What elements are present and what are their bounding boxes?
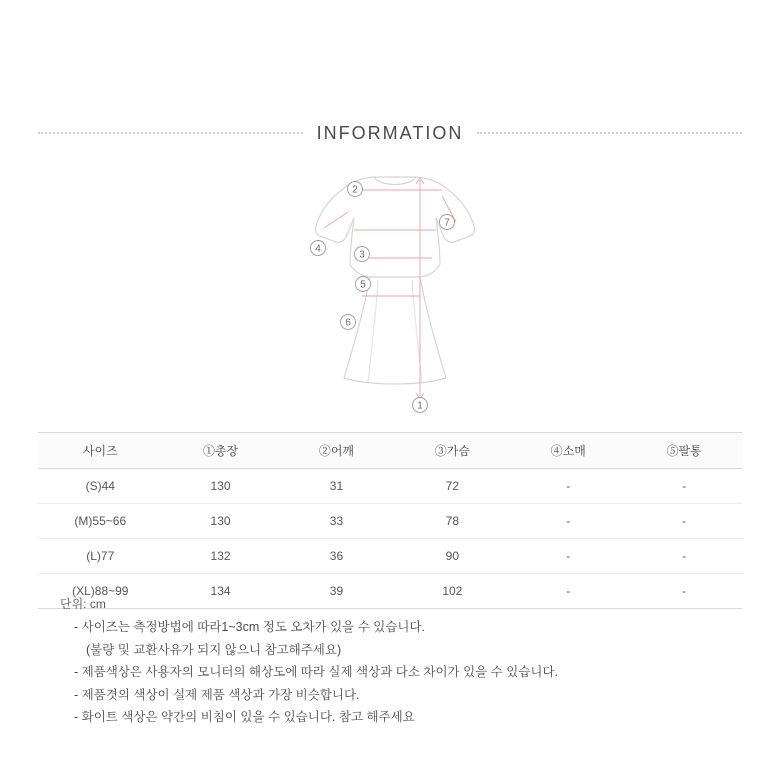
table-cell-value: -: [510, 469, 626, 504]
table-cell-value: 31: [279, 469, 395, 504]
table-cell-value: 102: [394, 574, 510, 609]
table-cell-value: -: [626, 504, 742, 539]
size-table-body: [38, 469, 742, 609]
table-cell-value: -: [626, 574, 742, 609]
table-header-row: [38, 433, 742, 469]
note-line: - 화이트 색상은 약간의 비침이 있을 수 있습니다. 참고 해주세요: [74, 710, 415, 724]
table-cell-value: -: [510, 504, 626, 539]
svg-text:1: 1: [417, 400, 423, 412]
table-cell-size: (S)44: [38, 469, 163, 504]
table-cell-value: -: [510, 539, 626, 574]
size-table-head: [38, 433, 742, 469]
note-line: - 제품색상은 사용자의 모니터의 해상도에 따라 실제 색상과 다소 차이가 있을 수 있습니다.: [74, 665, 559, 679]
table-cell-size: (M)55~66: [38, 504, 163, 539]
svg-text:6: 6: [345, 317, 351, 329]
note-line: (불량 및 교환사유가 되지 않으니 참고해주세요): [86, 642, 342, 657]
header-dotted-line-right: [477, 132, 742, 135]
table-cell-value: 130: [163, 504, 279, 539]
table-cell-size: (L)77: [38, 539, 163, 574]
table-cell-value: 36: [279, 539, 395, 574]
table-header-cell: ③가슴: [394, 433, 510, 469]
unit-note: 단위: cm: [60, 597, 106, 611]
page-title: INFORMATION: [316, 122, 464, 143]
size-table: [38, 432, 742, 609]
table-cell-value: -: [626, 469, 742, 504]
table-cell-value: 134: [163, 574, 279, 609]
table-cell-value: 90: [394, 539, 510, 574]
table-cell-value: 33: [279, 504, 395, 539]
table-header-cell: ①총장: [163, 433, 279, 469]
information-header: [38, 118, 742, 148]
notes-section: [60, 598, 750, 734]
table-cell-value: 72: [394, 469, 510, 504]
dress-measurement-diagram: [270, 160, 520, 415]
svg-text:7: 7: [444, 217, 450, 229]
note-line: - 사이즈는 측정방법에 따라1~3cm 정도 오차가 있을 수 있습니다.: [74, 620, 426, 634]
note-line: - 제품겻의 색상이 실제 제품 색상과 가장 비슷합니다.: [74, 687, 360, 702]
svg-text:3: 3: [359, 249, 365, 261]
table-cell-value: 132: [163, 539, 279, 574]
table-cell-value: -: [510, 574, 626, 609]
table-cell-value: -: [626, 539, 742, 574]
header-dotted-line-left: [38, 132, 303, 135]
table-cell-value: 39: [279, 574, 395, 609]
table-cell-value: 78: [394, 504, 510, 539]
table-row: [38, 539, 742, 574]
svg-text:5: 5: [360, 279, 366, 291]
table-cell-value: 130: [163, 469, 279, 504]
svg-text:4: 4: [315, 243, 321, 255]
table-header-cell: ②어깨: [279, 433, 395, 469]
table-header-cell: 사이즈: [38, 433, 163, 469]
table-header-cell: ⑤팔통: [626, 433, 742, 469]
table-cell-size: (XL)88~99: [38, 574, 163, 609]
table-row: [38, 504, 742, 539]
svg-text:2: 2: [352, 184, 358, 196]
table-row: [38, 469, 742, 504]
table-header-cell: ④소매: [510, 433, 626, 469]
